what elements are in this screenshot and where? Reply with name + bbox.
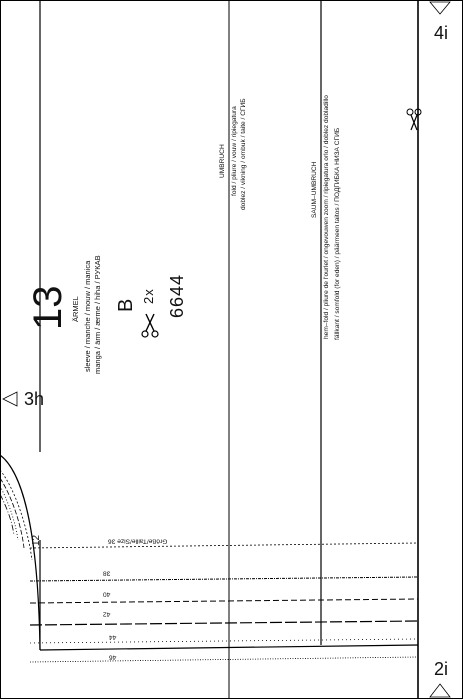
piece-name: ÄRMEL: [71, 296, 80, 322]
size-number-12: 12: [31, 534, 42, 546]
pattern-code: 6644: [167, 273, 187, 318]
cut-scissors-icon: [140, 312, 162, 340]
fold-line1: fold / pliure / vouw / ripiegatura: [231, 106, 238, 196]
piece-translations-line2: manga / ärm / ærme / hiha / РУКАВ: [93, 255, 102, 374]
marker-4i-triangle: [430, 2, 450, 14]
hem-fold-line2: fällkant / somfold (for eden) / päärmeen taitos / ПОДГИБКА НИЗА СГИБ: [334, 127, 341, 340]
piece-number: 13: [26, 285, 70, 330]
size-label-44: 44: [109, 633, 117, 641]
marker-2i-triangle: [430, 684, 450, 697]
hem-fold-title: SAUM–UMBRUCH: [311, 161, 318, 218]
size-line-38: [30, 577, 418, 581]
size-line-44: [30, 639, 418, 643]
size-line-36: [30, 543, 418, 548]
cut-count: 2x: [141, 288, 156, 304]
marker-3h: 3h: [24, 389, 45, 409]
size-letter: B: [115, 298, 137, 312]
hem-fold-line1: hem–fold / pliure de l'ourlet / ongevouwen zoom / ripiegatura orlo / doblez dobladillo: [323, 95, 330, 339]
size-label-46: 46: [109, 653, 117, 661]
piece-translations-line1: sleeve / manche / mouw / manica: [83, 260, 92, 372]
size-line-40: [30, 599, 418, 603]
marker-2i: 2i: [434, 659, 449, 679]
size-label-42: 42: [103, 610, 111, 618]
sleeve-cap-curve-46: [0, 455, 40, 650]
fold-title: UMBRUCH: [219, 144, 226, 178]
size-line-46: [30, 657, 418, 662]
size-label-38: 38: [103, 569, 111, 577]
scissors-icon: [407, 109, 421, 130]
marker-3h-triangle: [3, 392, 17, 406]
size-line-42: [30, 621, 418, 625]
size-header-label: Größe/Taille/Size 36: [108, 537, 168, 545]
fold-line2: doblez / vikning / ombuk / taite / СГИБ: [240, 98, 247, 210]
marker-4i: 4i: [434, 23, 449, 43]
size-label-40: 40: [103, 590, 111, 598]
